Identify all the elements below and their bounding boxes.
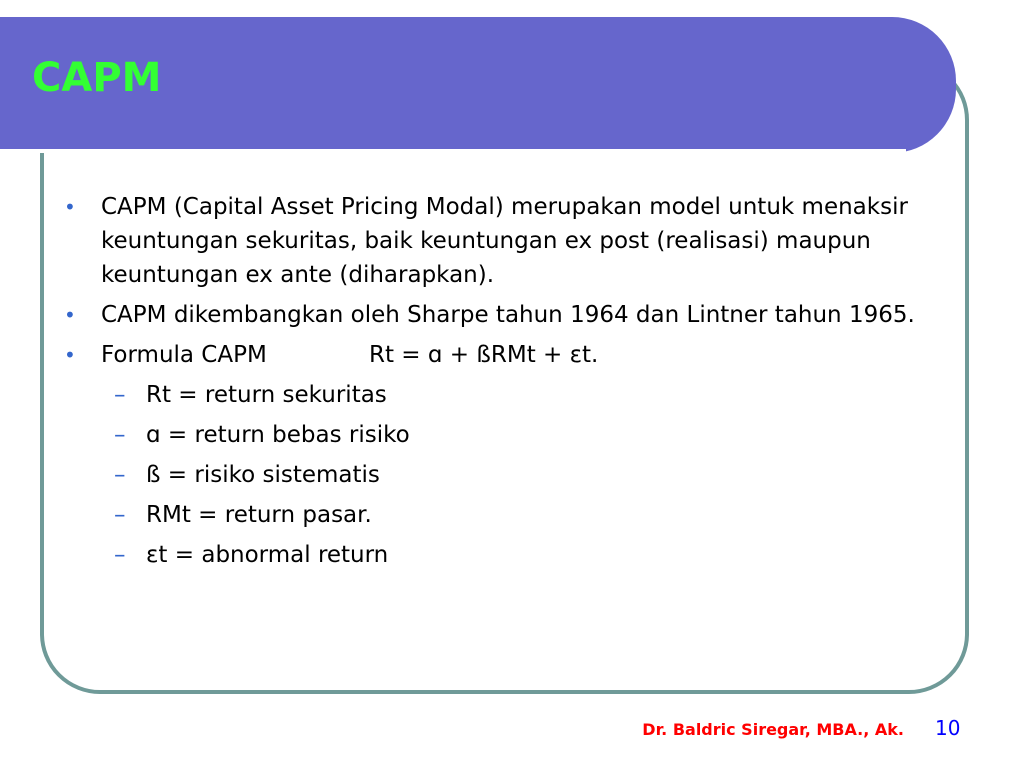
slide-title: CAPM xyxy=(32,55,162,101)
footer-author: Dr. Baldric Siregar, MBA., Ak. xyxy=(642,720,904,739)
definition-text: ɑ = return bebas risiko xyxy=(146,422,410,448)
bullet-marker: • xyxy=(64,343,76,367)
bullet-text: CAPM dikembangkan oleh Sharpe tahun 1964 dan Lintner tahun 1965. xyxy=(101,302,915,328)
bullet-marker: • xyxy=(64,195,76,219)
dash-marker: – xyxy=(114,422,126,448)
definition-item xyxy=(64,498,944,532)
bullet-marker: • xyxy=(64,303,76,327)
definition-item xyxy=(64,418,944,452)
title-underline xyxy=(0,149,906,153)
definition-text: Rt = return sekuritas xyxy=(146,382,387,408)
bullet-item xyxy=(64,298,944,332)
formula-expression: Rt = ɑ + ßRMt + εt. xyxy=(369,342,599,368)
definition-text: RMt = return pasar. xyxy=(146,502,372,528)
dash-marker: – xyxy=(114,542,126,568)
bullet-item xyxy=(64,190,944,292)
definition-item xyxy=(64,538,944,572)
definition-item xyxy=(64,458,944,492)
dash-marker: – xyxy=(114,462,126,488)
dash-marker: – xyxy=(114,382,126,408)
bullet-text: CAPM (Capital Asset Pricing Modal) merupakan model untuk menaksir keuntungan sekuritas, baik keuntungan ex post (realisasi) maupun keuntungan ex ante (diharapkan). xyxy=(101,194,908,288)
page-number: 10 xyxy=(935,716,961,740)
formula-label: Formula CAPM xyxy=(101,342,267,368)
definition-text: ß = risiko sistematis xyxy=(146,462,380,488)
definition-text: εt = abnormal return xyxy=(146,542,389,568)
slide-body xyxy=(64,190,944,572)
definition-item xyxy=(64,378,944,412)
bullet-item-formula xyxy=(64,338,944,372)
dash-marker: – xyxy=(114,502,126,528)
